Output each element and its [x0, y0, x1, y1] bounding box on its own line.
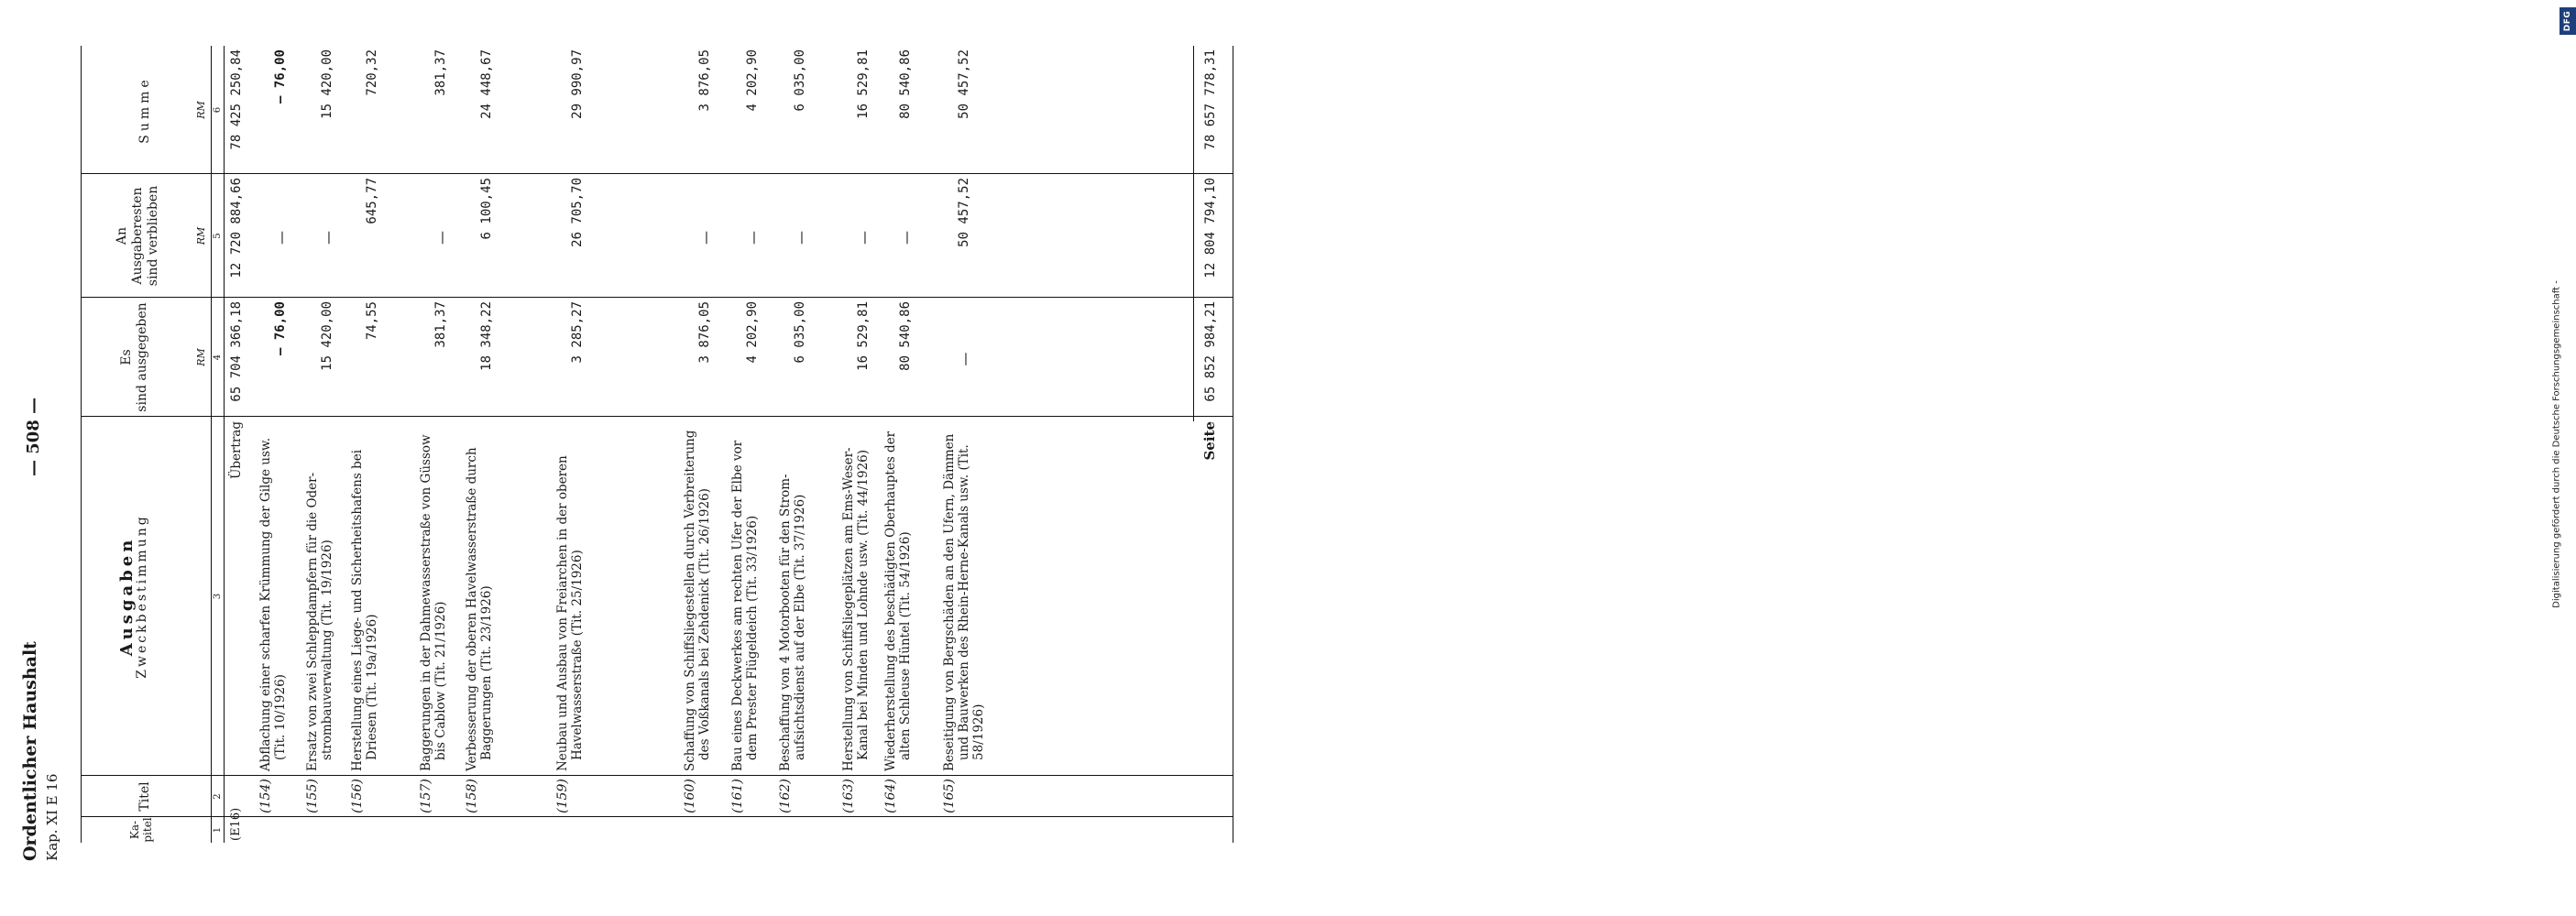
row-c5: —	[273, 231, 290, 245]
col-divider-3	[81, 416, 1233, 417]
row-c4: 15 420,00	[320, 301, 334, 371]
colno-6: 6	[213, 106, 223, 114]
seite-c4: 65 852 984,21	[1203, 301, 1218, 402]
row-c4: 3 285,27	[570, 301, 585, 364]
col-divider-4	[81, 297, 1233, 298]
row-c5: —	[745, 231, 762, 245]
row-titel: (163)	[841, 779, 856, 813]
row-description-line2: Kanal bei Minden und Lohnde usw. (Tit. 44/1926)	[856, 449, 871, 760]
row-c5: —	[898, 231, 915, 245]
digitization-credit: Digitalisierung gefördert durch die Deutsche Forschungsgemeinschaft -	[2551, 280, 2562, 608]
header-ausgegeben: Es sind ausgegeben	[119, 302, 149, 412]
row-description-line1: Bau eines Deckwerkes am rechten Ufer der Elbe vor	[730, 440, 745, 771]
row-c6: — 76,00	[273, 49, 288, 104]
row-c6: 6 035,00	[793, 49, 807, 112]
row-description-line2: alten Schleuse Hüntel (Tit. 54/1926)	[898, 531, 913, 760]
row-description-line2: und Bauwerken des Rhein-Herne-Kanals usw. (Tit.	[957, 444, 971, 760]
row-c6: 16 529,81	[856, 49, 871, 119]
kapitel-marker: (E16)	[229, 807, 243, 841]
col-number-rule	[211, 46, 212, 843]
row-titel: (156)	[350, 779, 365, 813]
row-c4: 80 540,86	[898, 301, 913, 371]
row-description-line1: Verbesserung der oberen Havelwasserstraße durch	[465, 447, 479, 771]
row-description-line1: Herstellung eines Liege- und Sicherheitshafens bei	[350, 449, 365, 771]
row-description-line1: Baggerungen in der Dahmewasserstraße von Güssow	[419, 434, 433, 771]
row-description-line2: Baggerungen (Tit. 23/1926)	[479, 585, 494, 760]
col-divider-2	[81, 775, 1233, 776]
row-titel: (157)	[419, 779, 433, 813]
row-titel: (155)	[305, 779, 320, 813]
row-c6: 50 457,52	[957, 49, 971, 119]
row-description-line1: Beschaffung von 4 Motorbooten für den Strom-	[778, 474, 793, 771]
row-c5: 50 457,52	[957, 178, 971, 247]
colno-3: 3	[213, 593, 223, 600]
uebertrag-c6: 78 425 250,84	[229, 49, 244, 150]
header-ausgabereste: An Ausgaberesten sind verblieben	[115, 185, 160, 287]
row-titel: (154)	[258, 779, 273, 813]
colno-1: 1	[213, 826, 223, 834]
row-c5: —	[856, 231, 872, 245]
row-c5: 6 100,45	[479, 178, 494, 240]
row-description-line2: bis Cablow (Tit. 21/1926)	[433, 601, 448, 760]
row-description-line2: des Voßkanals bei Zehdenick (Tit. 26/1926)	[697, 488, 712, 760]
row-c5: —	[697, 231, 714, 245]
row-titel: (160)	[683, 779, 697, 813]
dfg-logo: DFG	[2560, 7, 2576, 35]
colno-4: 4	[213, 354, 223, 361]
row-c6: 720,32	[365, 49, 379, 96]
kapitel-reference: Kap. XI E 16	[44, 773, 60, 861]
seite-c5: 12 804 794,10	[1203, 178, 1218, 278]
row-c5: —	[320, 231, 336, 245]
uebertrag-c5: 12 720 884,66	[229, 178, 244, 278]
row-c4: 381,37	[433, 301, 448, 348]
row-c6: 15 420,00	[320, 49, 334, 119]
digitization-sidebar	[1265, 0, 2572, 916]
running-head: Ordentlicher Haushalt	[20, 641, 40, 861]
row-c6: 4 202,90	[745, 49, 760, 112]
col-divider-5	[81, 173, 1233, 174]
row-description-line2: Driesen (Tit. 19a/1926)	[365, 614, 379, 760]
row-c4: 18 348,22	[479, 301, 494, 371]
row-c4: 6 035,00	[793, 301, 807, 364]
seite-c6: 78 657 778,31	[1203, 49, 1218, 150]
row-c5: —	[433, 231, 450, 245]
unit-c4: RM	[195, 348, 207, 366]
row-description-line1: Herstellung von Schiffsliegeplätzen am Ems-Weser-	[841, 447, 856, 771]
row-description-line2: aufsichtsdienst auf der Elbe (Tit. 37/1926)	[793, 494, 807, 760]
row-description-line1: Schaffung von Schiffsliegestellen durch Verbreiterung	[683, 430, 697, 771]
header-ausgaben: Ausgaben Zweckbestimmung	[117, 514, 149, 679]
row-description-line1: Neubau und Ausbau von Freiarchen in der oberen	[555, 455, 570, 771]
header-summe: Summe	[137, 76, 152, 144]
seite-top-rule	[1193, 46, 1194, 421]
row-titel: (159)	[555, 779, 570, 813]
col-divider-1	[81, 816, 1233, 817]
row-description-line2: (Tit. 10/1926)	[273, 674, 288, 760]
uebertrag-c4: 65 704 366,18	[229, 301, 244, 402]
row-c4: 4 202,90	[745, 301, 760, 364]
row-description-line1: Ersatz von zwei Schleppdampfern für die Oder-	[305, 472, 320, 771]
row-description-line2: Havelwasserstraße (Tit. 25/1926)	[570, 550, 585, 760]
row-c4: 3 876,05	[697, 301, 712, 364]
row-description-line1: Beseitigung von Bergschäden an den Ufern, Dämmen	[942, 433, 957, 771]
row-c5: 26 705,70	[570, 178, 585, 247]
row-description-line1: Abflachung einer scharfen Krümmung der Gilge usw.	[258, 437, 273, 771]
row-c4: 74,55	[365, 301, 379, 341]
ledger-page	[0, 18, 1265, 898]
row-titel: (161)	[730, 779, 745, 813]
seite-label: Seite	[1201, 421, 1218, 461]
row-c6: 29 990,97	[570, 49, 585, 119]
row-c4: —	[957, 352, 973, 366]
row-c6: 24 448,67	[479, 49, 494, 119]
row-c5: 645,77	[365, 178, 379, 224]
row-titel: (162)	[778, 779, 793, 813]
row-description-line2: strombauverwaltung (Tit. 19/1926)	[320, 540, 334, 760]
row-description-line3: 58/1926)	[971, 703, 986, 760]
header-bottom-rule	[224, 46, 225, 843]
header-titel: Titel	[137, 781, 152, 812]
row-c6: 80 540,86	[898, 49, 913, 119]
unit-c6: RM	[195, 101, 207, 119]
row-description-line2: dem Prester Flügeldeich (Tit. 33/1926)	[745, 515, 760, 760]
uebertrag-label: Übertrag	[229, 421, 244, 480]
row-c6: 3 876,05	[697, 49, 712, 112]
unit-c5: RM	[195, 226, 207, 245]
header-kapitel: Ka- pitel	[128, 817, 154, 843]
row-c4: — 76,00	[273, 301, 288, 356]
row-description-line1: Wiederherstellung des beschädigten Oberhauptes der	[883, 431, 898, 771]
row-c6: 381,37	[433, 49, 448, 96]
colno-5: 5	[213, 233, 223, 239]
row-c4: 16 529,81	[856, 301, 871, 371]
table-top-rule	[81, 46, 82, 843]
row-titel: (165)	[942, 779, 957, 813]
page-number: — 508 —	[24, 397, 43, 476]
row-titel: (158)	[465, 779, 479, 813]
colno-2: 2	[213, 793, 223, 800]
row-titel: (164)	[883, 779, 898, 813]
row-c5: —	[793, 231, 809, 245]
